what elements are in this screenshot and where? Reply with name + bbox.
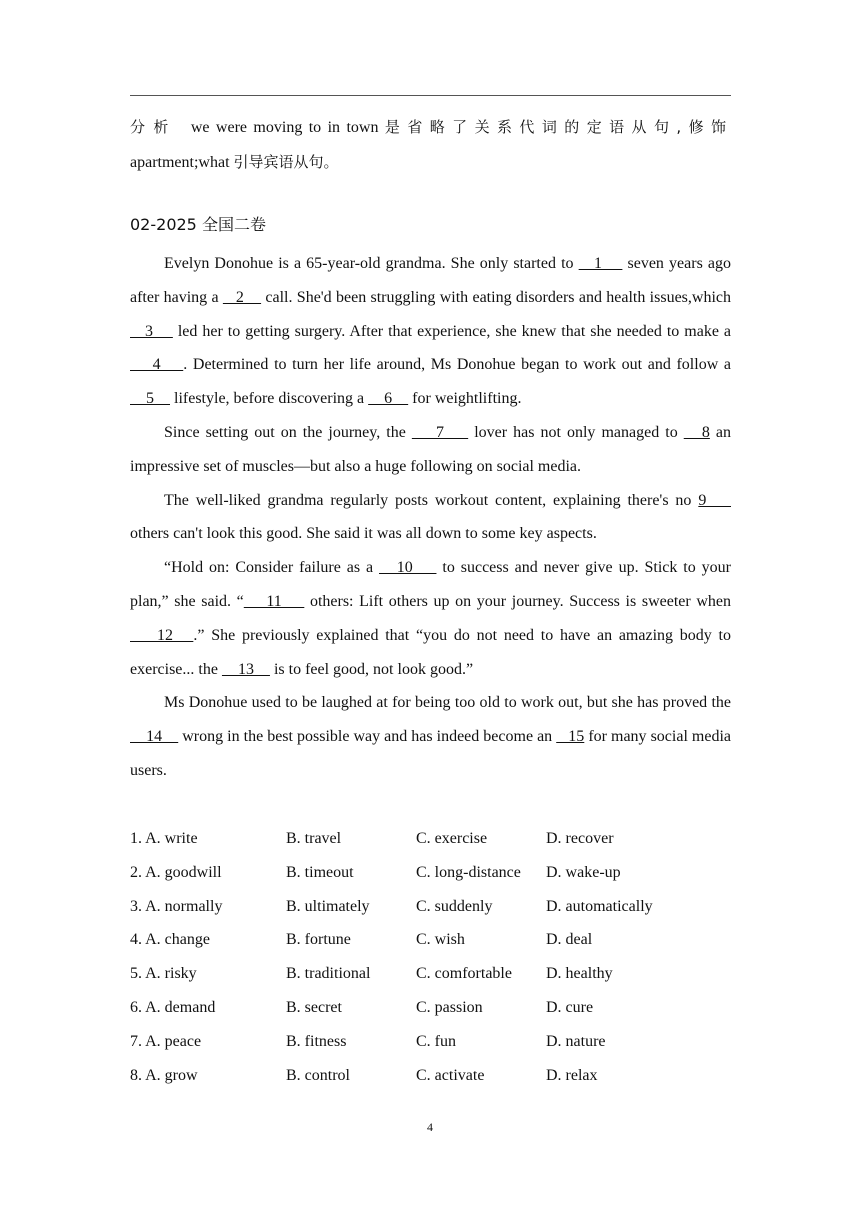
option-c: C. wish <box>416 931 465 949</box>
paragraph-3 <box>130 484 731 552</box>
option-row-3 <box>130 890 731 924</box>
option-a: 2. A. goodwill <box>130 863 222 881</box>
option-row-8 <box>130 1059 731 1093</box>
text: Ms Donohue used to be laughed at for being too old to work out, but she has proved the <box>164 694 731 712</box>
text: others can't look this good. She said it was all down to some key aspects. <box>130 525 597 543</box>
option-c: C. exercise <box>416 830 488 847</box>
option-a: 1. A. write <box>130 830 198 847</box>
option-b: B. ultimately <box>286 897 370 915</box>
blank-13: 13 <box>221 660 270 678</box>
option-a: 8. A. grow <box>130 1066 198 1084</box>
option-row-6 <box>130 991 731 1025</box>
text: is to feel good, not look good.” <box>269 660 474 678</box>
option-b: B. control <box>286 1066 350 1084</box>
option-a: 5. A. risky <box>130 965 197 983</box>
text: for many social media users. <box>130 728 732 779</box>
analysis-part1-en: we were moving to in town <box>190 119 379 136</box>
text: Since setting out on the journey, the <box>164 423 412 441</box>
paragraph-2 <box>130 416 731 484</box>
option-b: B. secret <box>286 998 342 1016</box>
text: .” She previously explained that “you do not need to have an amazing body to exercise... the <box>130 626 731 678</box>
text: seven years ago after having a <box>130 255 731 306</box>
text: . Determined to turn her life around, Ms Donohue began to work out and follow a <box>183 356 732 374</box>
blank-14: 14 <box>130 728 179 746</box>
analysis-note <box>130 110 731 180</box>
answer-options <box>130 822 731 1092</box>
option-d: D. healthy <box>546 965 613 983</box>
text: The well-liked grandma regularly posts workout content, explaining there's no <box>164 491 699 509</box>
option-c: C. activate <box>416 1066 485 1084</box>
text: led her to getting surgery. After that experience, she knew that she needed to make a <box>172 322 732 340</box>
blank-11: 11 <box>243 592 305 610</box>
analysis-label: 分析 <box>130 118 177 136</box>
text: lifestyle, before discovering a <box>170 390 369 408</box>
option-b: B. fitness <box>286 1032 347 1050</box>
blank-3: 3 <box>130 322 173 340</box>
option-row-4 <box>130 923 731 957</box>
cloze-passage <box>130 247 731 788</box>
option-d: D. nature <box>546 1032 606 1050</box>
option-c: C. fun <box>416 1032 456 1050</box>
page-number: 4 <box>427 1120 433 1134</box>
option-d: D. recover <box>546 830 614 847</box>
text: to success and never give up. Stick to your plan,” she said. “ <box>130 559 731 610</box>
option-c: C. comfortable <box>416 965 512 983</box>
option-d: D. deal <box>546 931 593 949</box>
blank-4: 4 <box>130 356 184 374</box>
paragraph-1 <box>130 247 731 416</box>
blank-9: 9 <box>698 491 731 509</box>
option-a: 3. A. normally <box>130 897 223 915</box>
text: for weightlifting. <box>408 390 522 408</box>
option-row-5 <box>130 957 731 991</box>
blank-15: 15 <box>556 728 585 746</box>
text: others: Lift others up on your journey. Success is sweeter when <box>304 592 732 610</box>
option-d: D. automatically <box>546 897 653 915</box>
option-c: C. long-distance <box>416 863 521 881</box>
option-c: C. suddenly <box>416 897 493 915</box>
blank-8: 8 <box>683 423 710 441</box>
paragraph-5 <box>130 686 731 787</box>
option-row-7 <box>130 1025 731 1059</box>
blank-1: 1 <box>578 255 623 272</box>
option-d: D. relax <box>546 1066 598 1084</box>
section-heading: 02-2025 全国二卷 <box>130 215 266 234</box>
option-a: 6. A. demand <box>130 998 216 1016</box>
blank-7: 7 <box>411 423 469 441</box>
paragraph-4 <box>130 551 731 686</box>
option-a: 4. A. change <box>130 931 210 949</box>
analysis-part2-cn: 引导宾语从句。 <box>233 153 339 171</box>
option-b: B. fortune <box>286 931 351 949</box>
blank-12: 12 <box>130 626 194 644</box>
text: wrong in the best possible way and has indeed become an <box>178 728 557 746</box>
blank-5: 5 <box>130 390 170 408</box>
blank-10: 10 <box>379 559 437 577</box>
text: Evelyn Donohue is a 65-year-old grandma. She only started to <box>164 255 579 272</box>
text: an impressive set of muscles—but also a huge following on social media. <box>130 423 731 475</box>
option-row-2 <box>130 856 731 890</box>
option-d: D. wake-up <box>546 863 621 881</box>
option-b: B. travel <box>286 830 342 847</box>
analysis-part2-en: apartment;what <box>130 154 230 171</box>
analysis-part1-cn: 是省略了关系代词的定语从句,修饰 <box>384 118 731 136</box>
text: lover has not only managed to <box>468 423 684 441</box>
option-b: B. traditional <box>286 965 371 983</box>
option-d: D. cure <box>546 998 594 1016</box>
option-b: B. timeout <box>286 863 354 881</box>
blank-2: 2 <box>222 288 262 306</box>
option-row-1 <box>130 822 731 856</box>
text: “Hold on: Consider failure as a <box>164 559 380 577</box>
option-c: C. passion <box>416 998 483 1016</box>
option-a: 7. A. peace <box>130 1032 202 1050</box>
text: call. She'd been struggling with eating disorders and health issues,which <box>261 288 731 306</box>
top-divider <box>130 95 731 96</box>
blank-6: 6 <box>368 390 409 408</box>
